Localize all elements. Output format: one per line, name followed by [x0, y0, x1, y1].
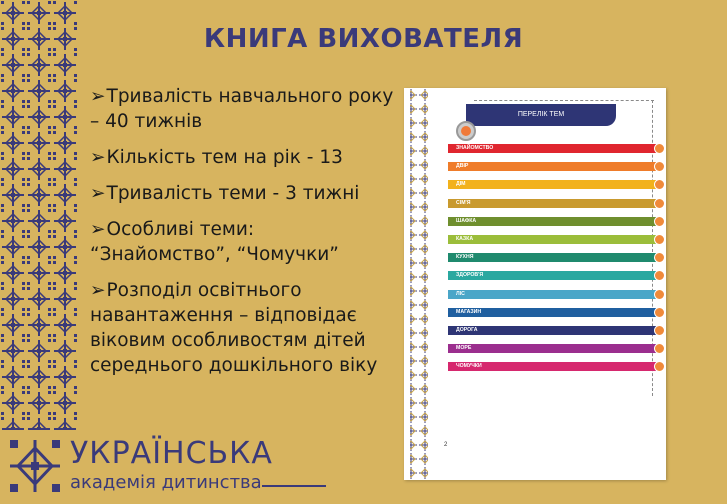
bullet-text: Розподіл освітнього навантаження – відповідає віковим особливостям дітей середнього дошкільного віку: [90, 280, 378, 376]
theme-label: КУХНЯ: [456, 254, 474, 261]
theme-bar: [448, 290, 662, 299]
arrow-icon: ➢: [90, 183, 106, 204]
dot-icon: [654, 289, 665, 300]
dot-icon: [654, 307, 665, 318]
theme-bar: [448, 326, 662, 335]
bullet-item: [90, 217, 400, 267]
theme-bar: [448, 144, 662, 153]
bullet-item: [90, 84, 400, 134]
bullet-text: Тривалість навчального року – 40 тижнів: [90, 86, 394, 132]
theme-label: КАЗКА: [456, 235, 474, 242]
dot-icon: [654, 361, 665, 372]
theme-label: ЧОМУЧКИ: [456, 363, 482, 370]
theme-label: МАГАЗИН: [456, 308, 482, 315]
dot-icon: [654, 252, 665, 263]
theme-label: СІМ'Я: [456, 199, 471, 206]
theme-bar: [448, 162, 662, 171]
book-page-image: [404, 88, 666, 480]
slide-title: КНИГА ВИХОВАТЕЛЯ: [203, 24, 524, 54]
dot-icon: [654, 198, 665, 209]
dot-icon: [654, 325, 665, 336]
dot-icon: [654, 234, 665, 245]
theme-label: ШАФКА: [456, 217, 477, 224]
bullet-item: [90, 145, 400, 170]
theme-bar: [448, 180, 662, 189]
bullet-text: Особливі теми: “Знайомство”, “Чомучки”: [90, 219, 339, 265]
ornament-strip: [0, 0, 78, 430]
theme-list: [448, 144, 662, 380]
dot-icon: [654, 161, 665, 172]
arrow-icon: ➢: [90, 219, 106, 240]
dotted-line: [474, 100, 654, 101]
theme-label: ЗНАЙОМСТВО: [456, 145, 494, 151]
dot-icon: [654, 143, 665, 154]
theme-bar: [448, 217, 662, 226]
theme-bar: [448, 344, 662, 353]
arrow-icon: ➢: [90, 147, 106, 168]
theme-bar: [448, 199, 662, 208]
theme-bar: [448, 253, 662, 262]
dot-icon: [654, 216, 665, 227]
bullet-text: Кількість тем на рік - 13: [106, 147, 343, 168]
theme-bar: [448, 235, 662, 244]
theme-label: ЗДОРОВ'Я: [456, 272, 484, 279]
page-ornament: [404, 88, 434, 480]
dot-icon: [654, 179, 665, 190]
page-number: 2: [444, 442, 448, 448]
theme-label: ЛІС: [456, 290, 465, 297]
bullet-list: [90, 84, 400, 389]
ornament-emblem-icon: [6, 436, 64, 496]
arrow-icon: ➢: [90, 280, 106, 301]
logo-name: УКРАЇНСЬКА: [70, 436, 273, 471]
knob-icon: [456, 121, 476, 141]
bullet-text: Тривалість теми - 3 тижні: [106, 183, 360, 204]
dot-icon: [654, 270, 665, 281]
bullet-item: [90, 181, 400, 206]
theme-label: МОРЕ: [456, 345, 472, 352]
logo-underline: [262, 485, 326, 487]
logo: [0, 430, 330, 504]
theme-label: ДВІР: [456, 163, 469, 170]
theme-bar: [448, 362, 662, 371]
theme-label: ДІМ: [456, 181, 466, 188]
theme-label: ДОРОГА: [456, 326, 478, 333]
themes-header: ПЕРЕЛІК ТЕМ: [466, 104, 616, 126]
arrow-icon: ➢: [90, 86, 106, 107]
dot-icon: [654, 343, 665, 354]
bullet-item: [90, 278, 400, 378]
theme-bar: [448, 308, 662, 317]
logo-subtitle: академія дитинства: [70, 472, 262, 493]
theme-bar: [448, 271, 662, 280]
